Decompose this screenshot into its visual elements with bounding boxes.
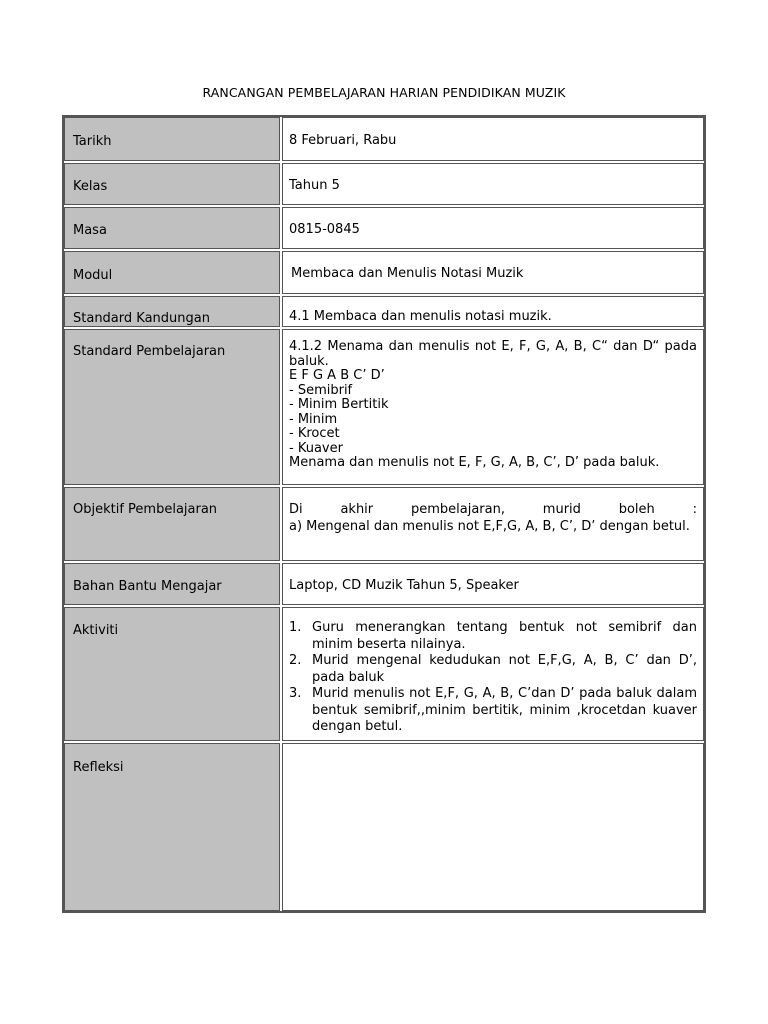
label-cell	[64, 329, 280, 485]
value-cell	[282, 563, 704, 605]
sp-line: Menama dan menulis not E, F, G, A, B, C’, D’ pada baluk.	[289, 455, 660, 470]
standard-pembelajaran-content	[289, 340, 697, 471]
bahan-value: Laptop, CD Muzik Tahun 5, Speaker	[289, 578, 519, 593]
row-objektif	[64, 487, 704, 561]
list-item: 1. Guru menerangkan tentang bentuk not semibrif dan minim beserta nilainya.	[289, 620, 697, 652]
objektif-intro: Di akhir pembelajaran, murid boleh :	[289, 502, 697, 517]
list-item: 3. Murid menulis not E,F, G, A, B, C’dan D’ pada baluk dalam bentuk semibrif,,minim bertitik, minim ,krocetdan kuaver dengan betul.	[289, 686, 697, 734]
standard-kandungan-label: Standard Kandungan	[73, 311, 210, 326]
bahan-label: Bahan Bantu Mengajar	[73, 579, 222, 594]
label-cell	[64, 743, 280, 911]
label-cell	[64, 251, 280, 294]
row-aktiviti	[64, 607, 704, 741]
row-bahan	[64, 563, 704, 605]
refleksi-value-cell	[282, 743, 704, 911]
label-cell	[64, 607, 280, 741]
value-cell	[282, 117, 704, 161]
label-cell	[64, 163, 280, 205]
row-kelas	[64, 163, 704, 205]
standard-kandungan-value: 4.1 Membaca dan menulis notasi muzik.	[289, 309, 552, 324]
objektif-label: Objektif Pembelajaran	[73, 502, 218, 517]
list-number: 3.	[289, 686, 302, 701]
list-item: 2. Murid mengenal kedudukan not E,F,G, A, B, C’ dan D’, pada baluk	[289, 653, 697, 685]
sp-line: - Krocet	[289, 426, 340, 441]
standard-pembelajaran-label: Standard Pembelajaran	[73, 344, 226, 359]
label-cell	[64, 563, 280, 605]
masa-label: Masa	[73, 223, 107, 238]
objektif-content	[289, 502, 697, 535]
row-standard-kandungan	[64, 296, 704, 327]
value-cell	[282, 163, 704, 205]
value-cell	[282, 296, 704, 327]
aktiviti-label: Aktiviti	[73, 623, 119, 638]
label-cell	[64, 207, 280, 249]
modul-label: Modul	[73, 268, 113, 283]
masa-value: 0815-0845	[289, 222, 360, 237]
sp-line: - Minim	[289, 411, 338, 427]
row-refleksi	[64, 743, 704, 911]
row-modul	[64, 251, 704, 294]
aktiviti-list	[289, 620, 697, 736]
lesson-plan-table	[62, 115, 706, 913]
modul-value: Membaca dan Menulis Notasi Muzik	[291, 266, 524, 281]
row-standard-pembelajaran	[64, 329, 704, 485]
sp-line: - Minim Bertitik	[289, 397, 389, 412]
value-cell	[282, 251, 704, 294]
sp-line: - Semibrif	[289, 382, 353, 398]
sp-line: E F G A B C’ D’	[289, 368, 385, 383]
kelas-label: Kelas	[73, 179, 108, 194]
value-cell	[282, 607, 704, 741]
value-cell	[282, 487, 704, 561]
label-cell	[64, 117, 280, 161]
row-masa	[64, 207, 704, 249]
document-title: RANCANGAN PEMBELAJARAN HARIAN PENDIDIKAN MUZIK	[202, 85, 566, 100]
refleksi-label: Refleksi	[73, 760, 124, 775]
label-cell	[64, 296, 280, 327]
tarikh-label: Tarikh	[73, 134, 112, 149]
list-number: 2.	[289, 653, 302, 668]
sp-line: - Kuaver	[289, 440, 343, 456]
row-tarikh	[64, 117, 704, 161]
sp-line: 4.1.2 Menama dan menulis not E, F, G, A, B, C“ dan D“ pada baluk.	[289, 339, 697, 369]
value-cell	[282, 207, 704, 249]
label-cell	[64, 487, 280, 561]
list-number: 1.	[289, 620, 302, 635]
tarikh-value: 8 Februari, Rabu	[289, 133, 397, 148]
value-cell	[282, 329, 704, 485]
kelas-value: Tahun 5	[289, 178, 340, 193]
objektif-item: a) Mengenal dan menulis not E,F,G, A, B, C’, D’ dengan betul.	[289, 518, 690, 534]
